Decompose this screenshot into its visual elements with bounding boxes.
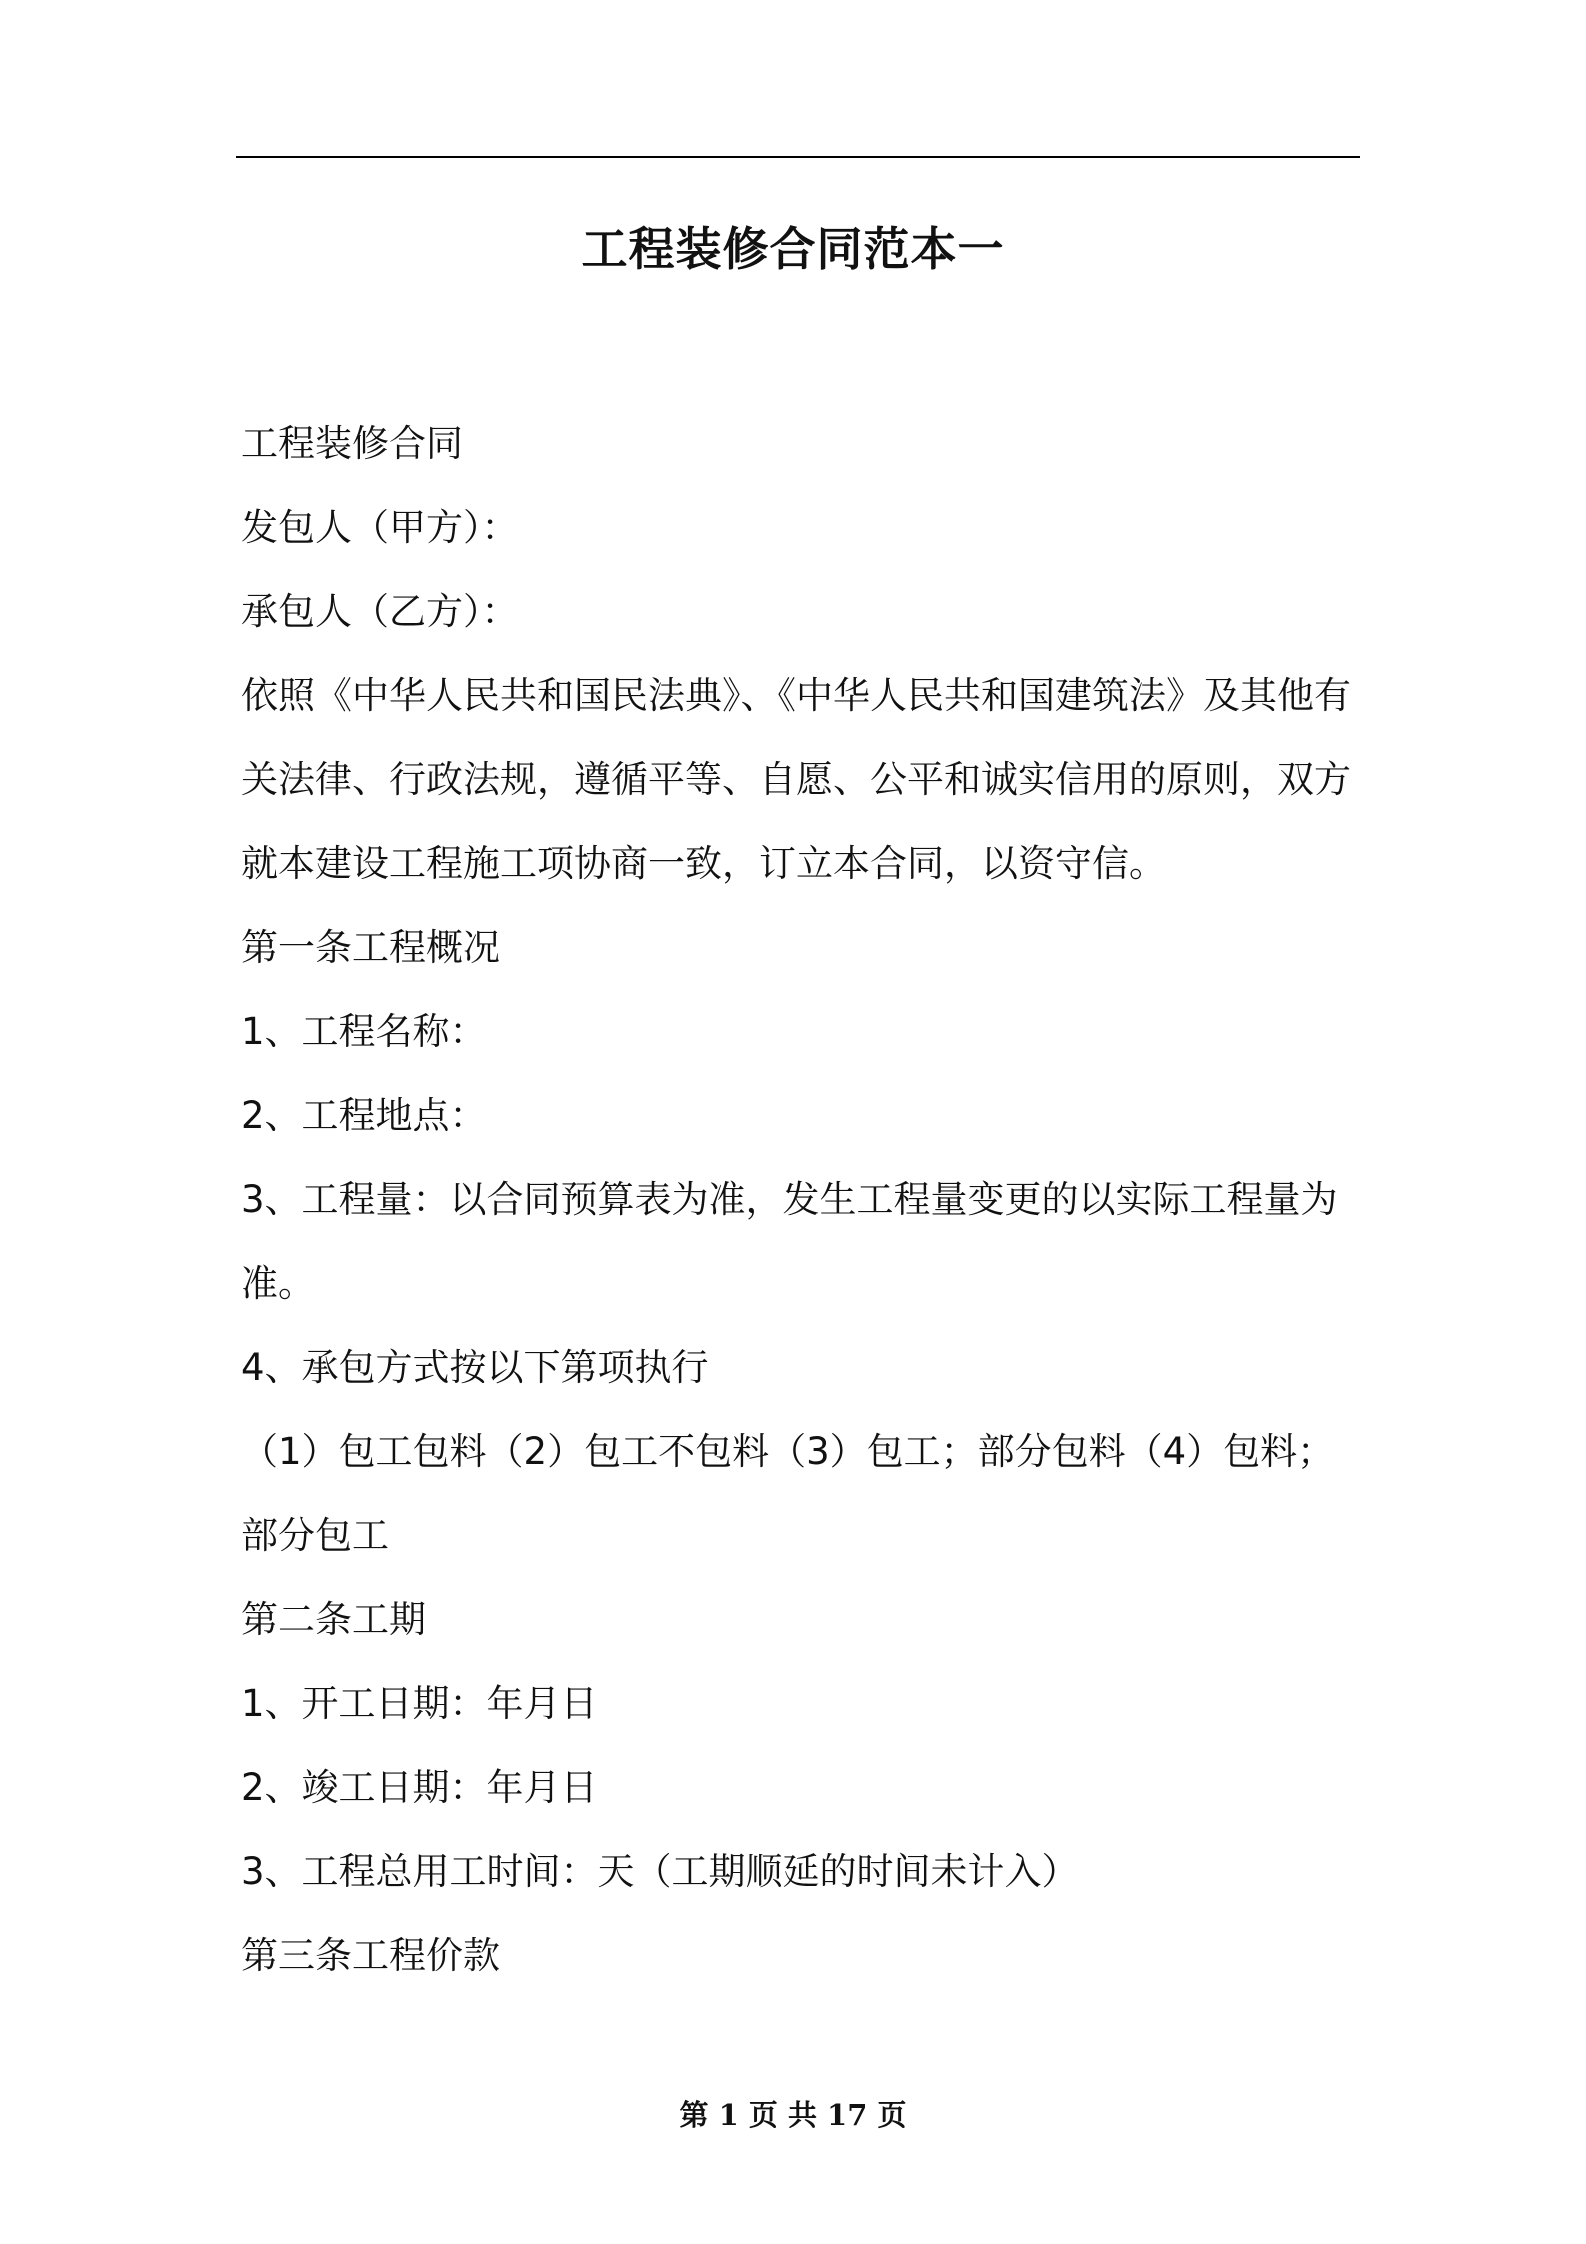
body-line-contract-options-2: 部分包工	[241, 1514, 389, 1557]
body-line-contract-mode: 4、承包方式按以下第项执行	[241, 1346, 709, 1389]
section-heading-article-2: 第二条工期	[241, 1598, 426, 1641]
body-line-project-location: 2、工程地点：	[241, 1094, 487, 1137]
body-line-preamble-1: 依照《中华人民共和国民法典》、《中华人民共和国建筑法》及其他有	[241, 674, 1351, 717]
document-body	[241, 402, 1361, 1998]
header-rule	[236, 156, 1360, 158]
body-line-preamble-2: 关法律、行政法规，遵循平等、自愿、公平和诚实信用的原则，双方	[241, 758, 1351, 801]
body-line-quantity-1: 3、工程量：以合同预算表为准，发生工程量变更的以实际工程量为	[241, 1178, 1338, 1221]
section-heading-article-1: 第一条工程概况	[241, 926, 500, 969]
body-line-quantity-2: 准。	[241, 1262, 315, 1305]
page-number-footer: 第 1 页 共 17 页	[679, 2098, 907, 2132]
body-line-project-name: 1、工程名称：	[241, 1010, 487, 1053]
body-line-total-time: 3、工程总用工时间：天（工期顺延的时间未计入）	[241, 1850, 1079, 1893]
body-line-party-a: 发包人（甲方）：	[241, 506, 519, 549]
document-title: 工程装修合同范本一	[581, 222, 1005, 276]
body-line-preamble-3: 就本建设工程施工项协商一致，订立本合同，以资守信。	[241, 842, 1166, 885]
body-line-contract-heading: 工程装修合同	[241, 422, 463, 465]
section-heading-article-3: 第三条工程价款	[241, 1934, 500, 1977]
body-line-start-date: 1、开工日期：年月日	[241, 1682, 598, 1725]
body-line-contract-options-1: （1）包工包料（2）包工不包料（3）包工；部分包料（4）包料；	[241, 1430, 1335, 1473]
body-line-completion-date: 2、竣工日期：年月日	[241, 1766, 598, 1809]
body-line-party-b: 承包人（乙方）：	[241, 590, 519, 633]
